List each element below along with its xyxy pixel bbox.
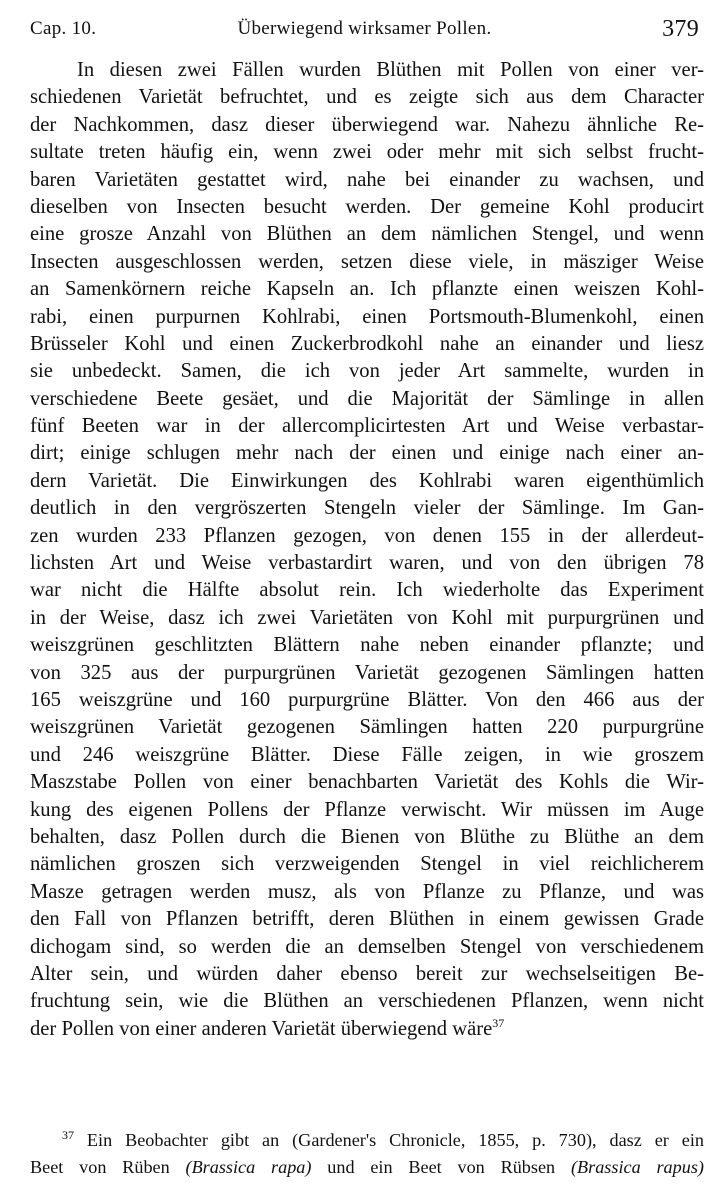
text-line: baren Varietäten gestattet wird, nahe bei einander zu wachsen, und <box>30 168 704 191</box>
text-line: Maszstabe Pollen von einer benachbarten Varietät des Kohls die Wir- <box>30 771 704 794</box>
text-line: Alter sein, und würden daher ebenso bereit zur wechselseitigen Be- <box>30 962 704 985</box>
text-line: dern Varietät. Die Einwirkungen des Kohlrabi waren eigenthümlich <box>30 469 704 492</box>
text-line: kung des eigenen Pollens der Pflanze verwischt. Wir müssen im Auge <box>30 798 704 821</box>
text-line: weiszgrünen Varietät gezogenen Sämlingen hatten 220 purpurgrüne <box>30 716 704 739</box>
text-line: Insecten ausgeschlossen werden, setzen diese viele, in mäsziger Weise <box>30 250 704 273</box>
footnote-marker: 37 <box>62 1127 74 1142</box>
text-line: der Nachkommen, dasz dieser überwiegend war. Nahezu ähnliche Re- <box>30 113 704 136</box>
text-line: sie unbedeckt. Samen, die ich von jeder Art sammelte, wurden in <box>30 360 704 383</box>
text-line: in der Weise, dasz ich zwei Varietäten von Kohl mit purpurgrünen und <box>30 606 704 629</box>
text-line: schiedenen Varietät befruchtet, und es zeigte sich aus dem Character <box>30 86 704 109</box>
text-line: sultate treten häufig ein, wenn zwei oder mehr mit sich selbst frucht- <box>30 141 704 164</box>
running-title: Überwiegend wirksamer Pollen. <box>237 18 492 39</box>
text-line: nämlichen groszen sich verzweigenden Stengel in viel reichlicherem <box>30 853 704 876</box>
footnote-line <box>30 1127 704 1154</box>
running-header <box>30 16 699 46</box>
text-line: dieselben von Insecten besucht werden. Der gemeine Kohl producirt <box>30 195 704 218</box>
text-line: deutlich in den vergröszerten Stengeln vieler der Sämlinge. Im Gan- <box>30 497 704 520</box>
footnote <box>30 1127 704 1181</box>
body-text <box>30 57 704 1043</box>
text-line: In diesen zwei Fällen wurden Blüthen mit Pollen von einer ver- <box>77 59 704 81</box>
text-line: behalten, dasz Pollen durch die Bienen von Blüthe zu Blüthe an dem <box>30 825 704 848</box>
species-name: (Brassica rapus) <box>570 1157 704 1177</box>
text-line: Masze getragen werden musz, als von Pflanze zu Pflanze, und was <box>30 880 704 903</box>
text-line: war nicht die Hälfte absolut rein. Ich wiederholte das Experiment <box>30 579 704 602</box>
species-name: (Brassica rapa) <box>185 1157 312 1177</box>
text-line: von 325 aus der purpurgrünen Varietät gezogenen Sämlingen hatten <box>30 661 704 684</box>
text-line: eine grosze Anzahl von Blüthen an dem nämlichen Stengel, und wenn <box>30 223 704 246</box>
text-line: 165 weiszgrüne und 160 purpurgrüne Blätter. Von den 466 aus der <box>30 688 704 711</box>
footnote-text: und ein Beet von Rübsen <box>311 1157 571 1177</box>
text-line: und 246 weiszgrüne Blätter. Diese Fälle zeigen, in wie groszem <box>30 743 704 766</box>
text-line: lichsten Art und Weise verbastardirt waren, und von den übrigen 78 <box>30 552 704 575</box>
footnote-text: Ein Beobachter gibt an (Gardener's Chronicle, 1855, p. 730), dasz er ein <box>86 1130 704 1150</box>
text-line: zen wurden 233 Pflanzen gezogen, von denen 155 in der allerdeut- <box>30 524 704 547</box>
text-line: weiszgrünen geschlitzten Blättern nahe neben einander pflanzte; und <box>30 634 704 657</box>
text-line: fruchtung sein, wie die Blüthen an verschiedenen Pflanzen, wenn nicht <box>30 990 704 1013</box>
text-line: verschiedene Beete gesäet, und die Majorität der Sämlinge in allen <box>30 387 704 410</box>
text-line: fünf Beeten war in der allercomplicirtesten Art und Weise verbastar- <box>30 415 704 438</box>
text-line: dichogam sind, so werden die an demselben Stengel von verschiedenem <box>30 935 704 958</box>
chapter-label: Cap. 10. <box>30 18 97 39</box>
text-line: rabi, einen purpurnen Kohlrabi, einen Portsmouth-Blumenkohl, einen <box>30 305 704 328</box>
text-line: an Samenkörnern reiche Kapseln an. Ich pflanzte einen weiszen Kohl- <box>30 278 704 301</box>
text-line: dirt; einige schlugen mehr nach der einen und einige nach einer an- <box>30 442 704 465</box>
text-line: den Fall von Pflanzen betrifft, deren Blüthen in einem gewissen Grade <box>30 908 704 931</box>
page-number: 379 <box>662 16 699 42</box>
text-line: der Pollen von einer anderen Varietät überwiegend wäre$^{37}$ <box>30 1015 505 1040</box>
footnote-reference: 37 <box>492 1015 505 1030</box>
footnote-line <box>30 1154 704 1181</box>
text-line: Brüsseler Kohl und einen Zuckerbrodkohl nahe an einander und liesz <box>30 332 704 355</box>
footnote-text: Beet von Rüben <box>30 1157 186 1177</box>
